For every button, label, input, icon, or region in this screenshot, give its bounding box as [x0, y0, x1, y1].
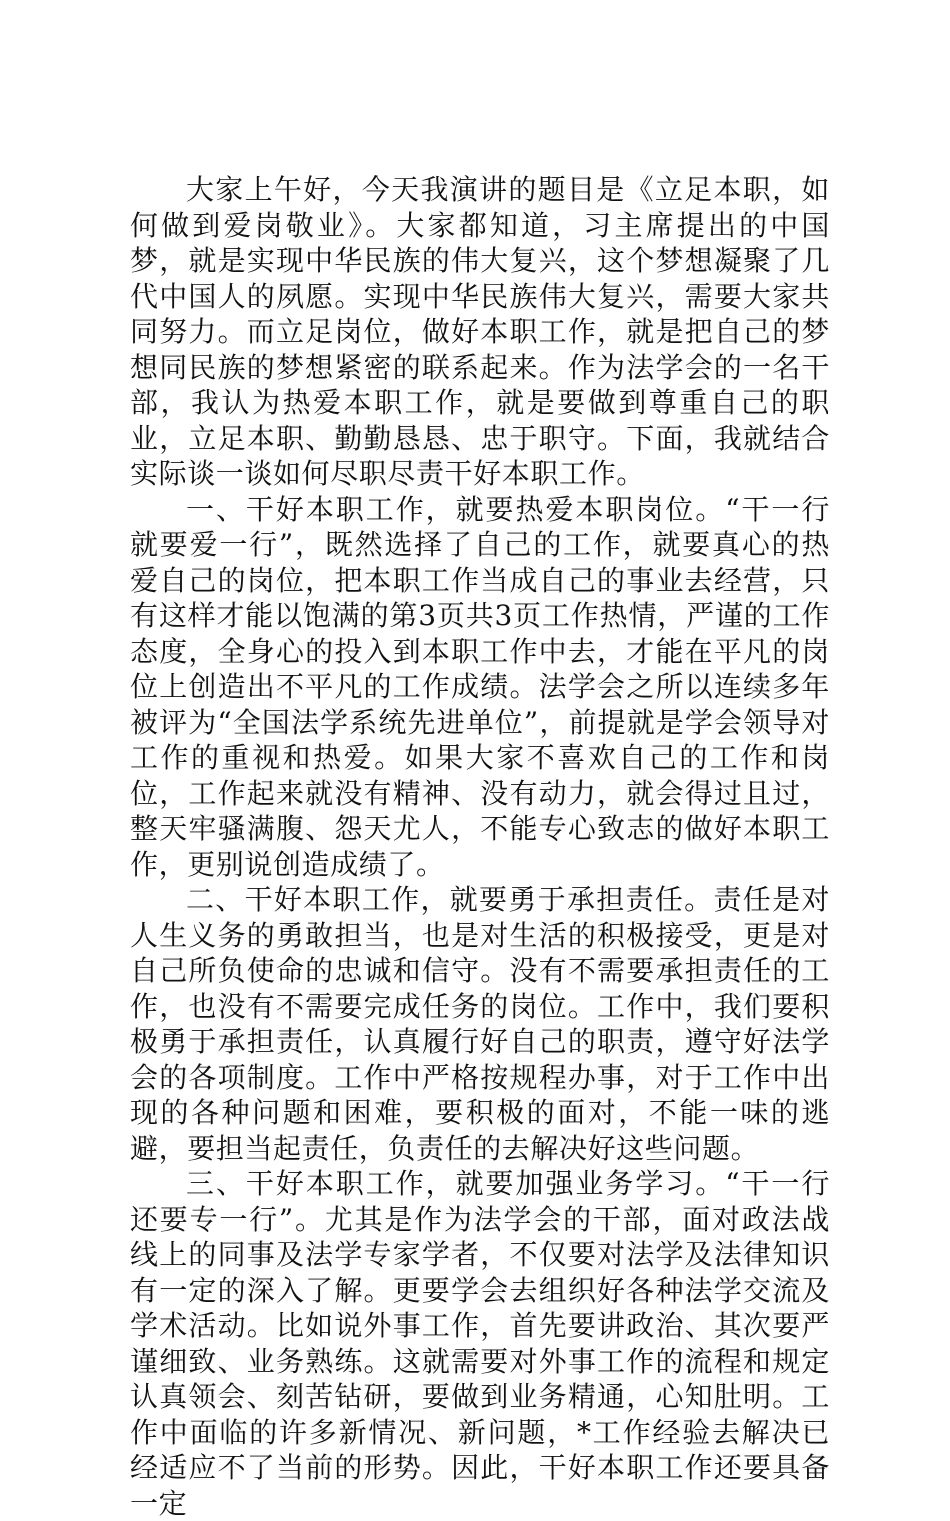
document-body	[130, 172, 830, 1521]
paragraph-intro: 大家上午好，今天我演讲的题目是《立足本职，如何做到爱岗敬业》。大家都知道，习主席提出的中国梦，就是实现中华民族的伟大复兴，这个梦想凝聚了几代中国人的夙愿。实现中华民族伟大复兴，需要大家共同努力。而立足岗位，做好本职工作，就是把自己的梦想同民族的梦想紧密的联系起来。作为法学会的一名干部，我认为热爱本职工作，就是要做到尊重自己的职业，立足本职、勤勤恳恳、忠于职守。下面，我就结合实际谈一谈如何尽职尽责干好本职工作。	[130, 173, 830, 490]
paragraph-section-two: 二、干好本职工作，就要勇于承担责任。责任是对人生义务的勇敢担当，也是对生活的积极接受，更是对自己所负使命的忠诚和信守。没有不需要承担责任的工作，也没有不需要完成任务的岗位。工作中，我们要积极勇于承担责任，认真履行好自己的职责，遵守好法学会的各项制度。工作中严格按规程办事，对于工作中出现的各种问题和困难，要积极的面对，不能一味的逃避，要担当起责任，负责任的去解决好这些问题。	[130, 883, 830, 1165]
paragraph-section-three: 三、干好本职工作，就要加强业务学习。“干一行还要专一行”。尤其是作为法学会的干部，面对政法战线上的同事及法学专家学者，不仅要对法学及法律知识有一定的深入了解。更要学会去组织好各种法学交流及学术活动。比如说外事工作，首先要讲政治、其次要严谨细致、业务熟练。这就需要对外事工作的流程和规定认真领会、刻苦钻研，要做到业务精通，心知肚明。工作中面临的许多新情况、新问题，*工作经验去解决已经适应不了当前的形势。因此，干好本职工作还要具备一定	[130, 1167, 830, 1520]
paragraph-section-one: 一、干好本职工作，就要热爱本职岗位。“干一行就要爱一行”，既然选择了自己的工作，就要真心的热爱自己的岗位，把本职工作当成自己的事业去经营，只有这样才能以饱满的第3页共3页工作热情，严谨的工作态度，全身心的投入到本职工作中去，才能在平凡的岗位上创造出不平凡的工作成绩。法学会之所以连续多年被评为“全国法学系统先进单位”，前提就是学会领导对工作的重视和热爱。如果大家不喜欢自己的工作和岗位，工作起来就没有精神、没有动力，就会得过且过，整天牢骚满腹、怨天尤人，不能专心致志的做好本职工作，更别说创造成绩了。	[130, 492, 830, 881]
